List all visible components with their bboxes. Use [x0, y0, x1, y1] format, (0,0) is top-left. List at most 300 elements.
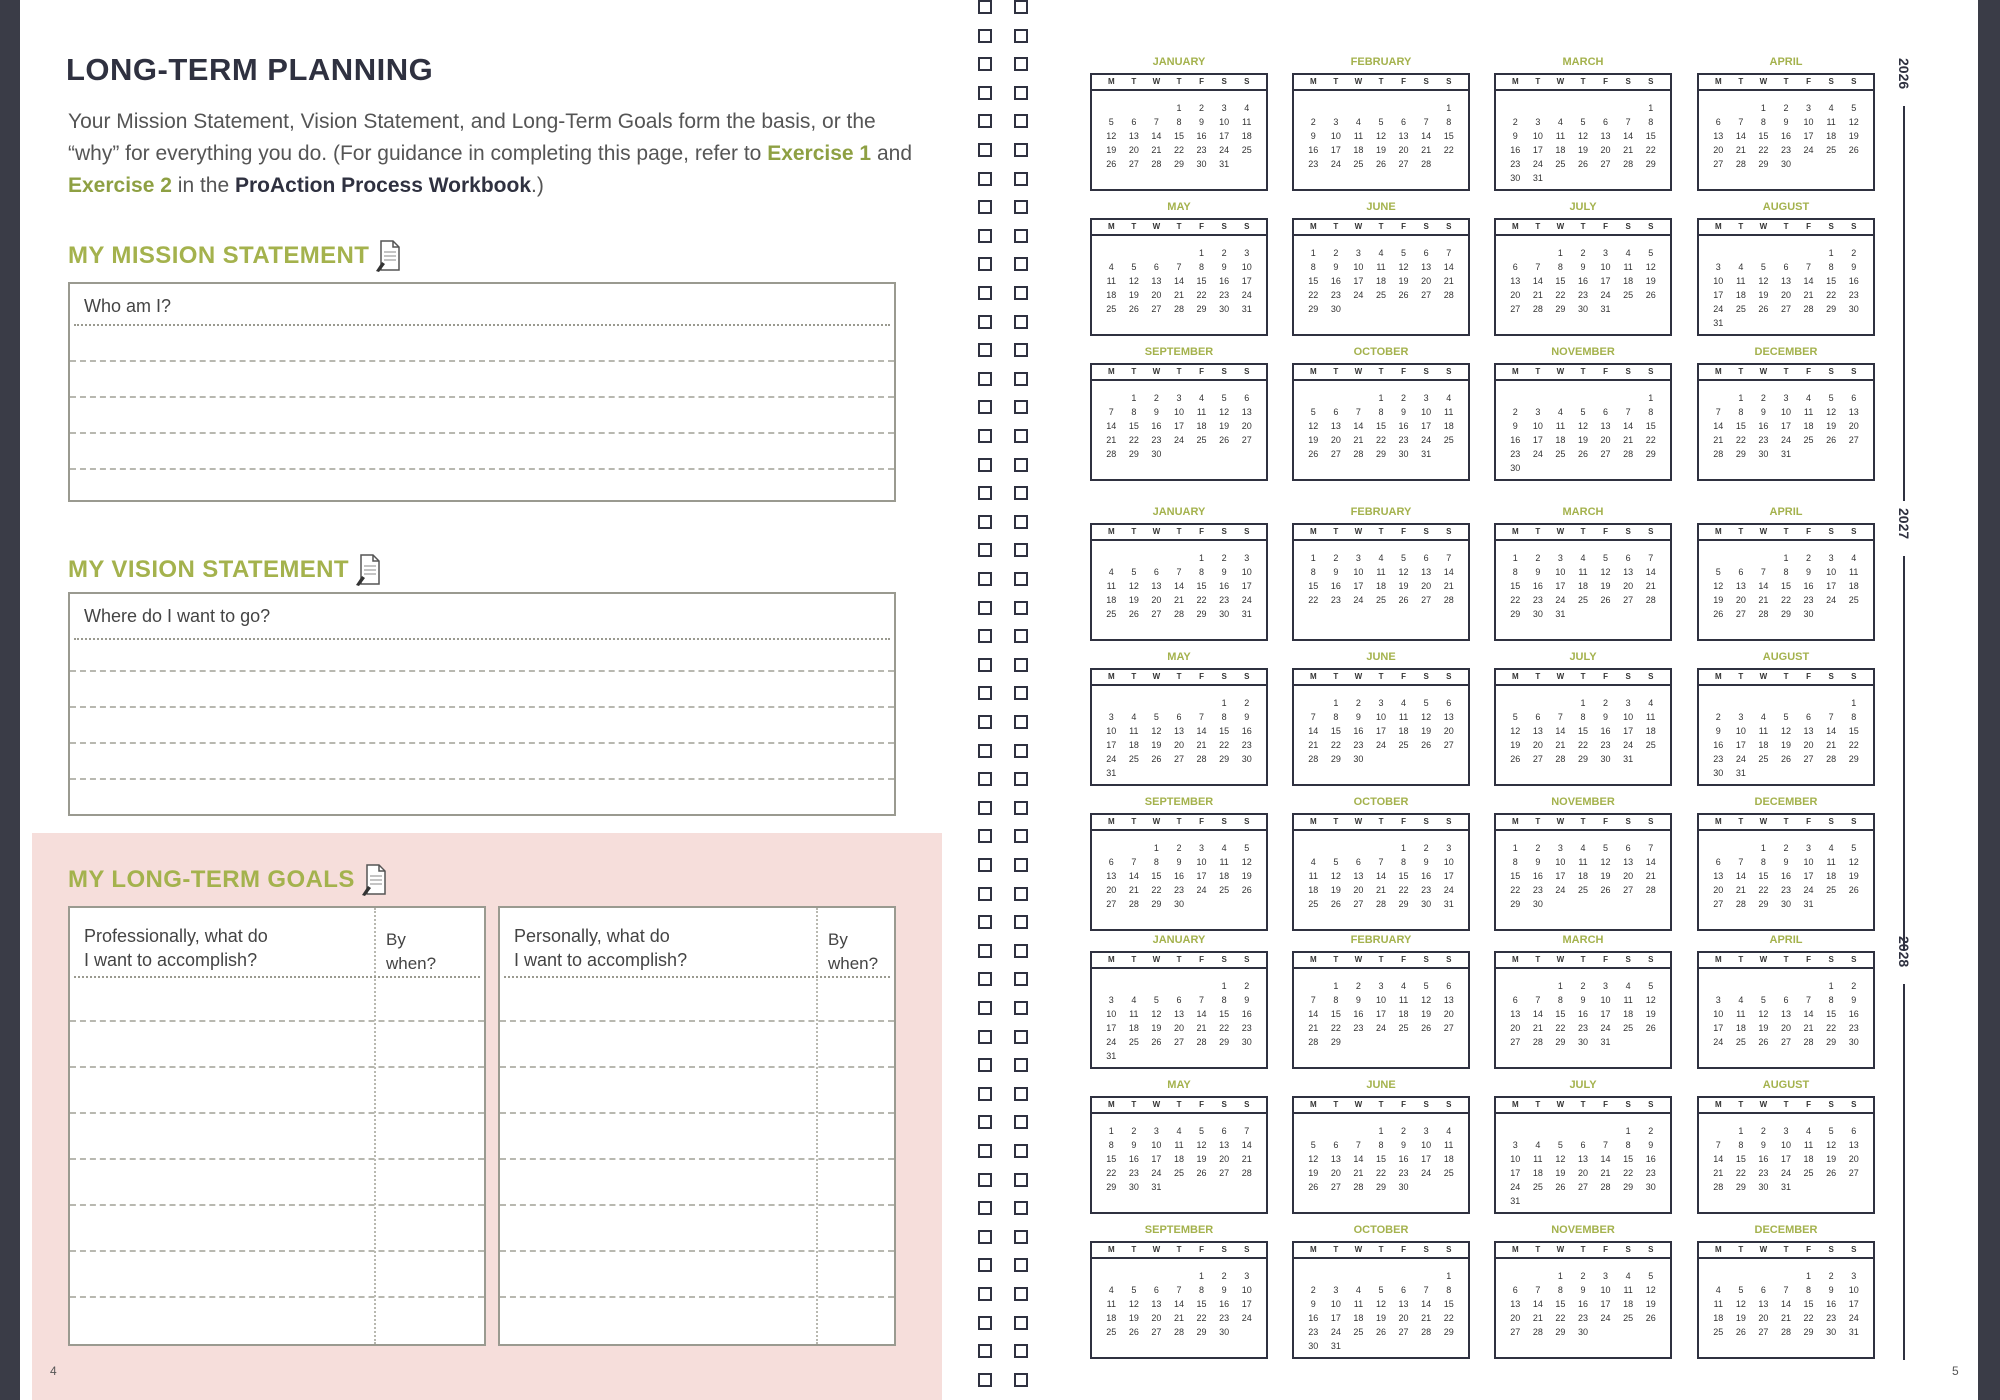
day-number: 8 [1199, 567, 1205, 577]
day-number: 2 [1131, 1126, 1137, 1136]
day-number: 15 [1196, 1299, 1207, 1309]
day-number: 17 [1780, 421, 1791, 431]
day-number: 7 [1176, 262, 1182, 272]
weekday-label: M [1309, 527, 1317, 536]
professional-goals-box[interactable] [68, 906, 486, 1346]
binding-hole [978, 887, 992, 901]
binding-hole [1014, 429, 1028, 443]
day-number: 7 [1310, 712, 1316, 722]
day-number: 4 [1828, 843, 1834, 853]
binding-hole [1014, 400, 1028, 414]
day-number: 13 [1443, 712, 1454, 722]
day-number: 9 [1221, 567, 1227, 577]
weekday-label: F [1401, 1245, 1407, 1254]
weekday-label: S [1625, 222, 1631, 231]
day-number: 16 [1219, 276, 1230, 286]
day-number: 27 [1510, 1327, 1521, 1337]
day-number: 8 [1648, 407, 1654, 417]
day-number: 10 [1780, 407, 1791, 417]
day-number: 16 [1241, 1009, 1252, 1019]
weekday-label: T [1580, 672, 1586, 681]
day-grid [1100, 841, 1258, 911]
day-number: 30 [1713, 768, 1724, 778]
day-number: 23 [1645, 1168, 1656, 1178]
day-grid [1100, 551, 1258, 621]
day-number: 17 [1241, 581, 1252, 591]
empty-day [1325, 391, 1348, 405]
day-number: 21 [1532, 1313, 1543, 1323]
weekday-label: W [1152, 77, 1161, 86]
day-number: 24 [1241, 1313, 1252, 1323]
month-calendar [1292, 668, 1470, 786]
day-number: 7 [1715, 407, 1721, 417]
empty-day [1730, 841, 1753, 855]
day-number: 5 [1648, 981, 1654, 991]
day-number: 27 [1735, 609, 1746, 619]
day-number: 10 [1151, 1140, 1162, 1150]
weekday-label: S [1828, 222, 1834, 231]
day-number: 17 [1330, 145, 1341, 155]
day-number: 1 [1108, 1126, 1114, 1136]
day-number: 11 [1129, 726, 1139, 736]
day-number: 5 [1153, 995, 1159, 1005]
day-number: 17 [1600, 1009, 1611, 1019]
vision-box[interactable] [68, 592, 896, 816]
weekday-label: W [1759, 77, 1768, 86]
empty-day [1504, 101, 1527, 115]
day-number: 6 [1401, 1285, 1407, 1295]
day-number: 26 [1645, 290, 1656, 300]
day-number: 22 [1803, 1313, 1814, 1323]
day-number: 27 [1241, 435, 1252, 445]
day-number: 19 [1151, 740, 1162, 750]
weekday-header [1699, 525, 1873, 541]
day-number: 25 [1623, 290, 1634, 300]
weekday-label: S [1244, 527, 1250, 536]
empty-day [1707, 979, 1730, 993]
day-number: 21 [1308, 1023, 1319, 1033]
day-number: 2 [1760, 1126, 1766, 1136]
day-number: 29 [1196, 304, 1207, 314]
binding-hole [978, 343, 992, 357]
day-number: 20 [1330, 1168, 1341, 1178]
weekday-label: S [1446, 527, 1452, 536]
day-number: 21 [1421, 145, 1432, 155]
weekday-label: T [1378, 1245, 1384, 1254]
empty-day [1145, 101, 1168, 115]
empty-day [1302, 1269, 1325, 1283]
day-number: 9 [1783, 857, 1789, 867]
binding-hole [1014, 801, 1028, 815]
day-number: 22 [1151, 885, 1162, 895]
empty-day [1123, 841, 1146, 855]
day-number: 10 [1196, 857, 1207, 867]
day-number: 8 [1806, 1285, 1812, 1295]
day-number: 28 [1173, 609, 1184, 619]
day-number: 31 [1848, 1327, 1859, 1337]
day-number: 11 [1444, 1140, 1454, 1150]
day-number: 12 [1128, 581, 1139, 591]
day-number: 31 [1713, 318, 1724, 328]
day-number: 18 [1555, 145, 1566, 155]
day-grid [1100, 246, 1258, 316]
day-number: 15 [1128, 421, 1139, 431]
month-calendar [1090, 668, 1268, 786]
month-name: APRIL [1769, 506, 1803, 518]
day-number: 30 [1532, 609, 1543, 619]
day-number: 20 [1330, 435, 1341, 445]
day-number: 4 [1828, 103, 1834, 113]
personal-goals-box[interactable] [498, 906, 896, 1346]
day-number: 15 [1375, 1154, 1386, 1164]
day-number: 30 [1510, 463, 1521, 473]
day-number: 17 [1421, 421, 1432, 431]
day-number: 30 [1173, 899, 1184, 909]
month-name: OCTOBER [1353, 1224, 1409, 1236]
day-number: 19 [1780, 740, 1791, 750]
weekday-label: T [1131, 1245, 1137, 1254]
day-number: 3 [1423, 1126, 1429, 1136]
binding-hole [1014, 486, 1028, 500]
day-number: 6 [1176, 995, 1182, 1005]
day-number: 27 [1623, 885, 1634, 895]
spiral-binding [978, 0, 1028, 1400]
day-number: 1 [1199, 1271, 1205, 1281]
binding-hole [1014, 172, 1028, 186]
month-calendar [1090, 523, 1268, 641]
day-number: 20 [1398, 145, 1409, 155]
weekday-label: W [1556, 222, 1565, 231]
day-number: 18 [1803, 421, 1814, 431]
day-number: 21 [1173, 1313, 1184, 1323]
day-number: 16 [1780, 871, 1791, 881]
day-number: 6 [1603, 117, 1609, 127]
day-number: 7 [1199, 995, 1205, 1005]
day-number: 13 [1173, 1009, 1184, 1019]
day-number: 21 [1106, 435, 1117, 445]
day-number: 9 [1760, 1140, 1766, 1150]
weekday-label: M [1511, 1100, 1519, 1109]
month-name: NOVEMBER [1551, 1224, 1615, 1236]
weekday-label: T [1580, 1100, 1586, 1109]
empty-day [1594, 391, 1617, 405]
day-grid [1707, 101, 1865, 171]
day-number: 6 [1715, 117, 1721, 127]
day-number: 8 [1131, 407, 1137, 417]
empty-day [1415, 101, 1438, 115]
day-number: 11 [1398, 995, 1409, 1005]
day-number: 24 [1532, 159, 1543, 169]
empty-day [1168, 246, 1191, 260]
day-number: 19 [1577, 145, 1588, 155]
day-number: 31 [1532, 173, 1543, 183]
intro-text [68, 106, 928, 202]
day-number: 5 [1131, 262, 1137, 272]
binding-hole [978, 458, 992, 472]
weekday-label: T [1176, 955, 1182, 964]
day-number: 26 [1758, 1037, 1769, 1047]
day-number: 5 [1153, 712, 1159, 722]
day-number: 25 [1623, 1313, 1634, 1323]
day-number: 26 [1421, 1023, 1432, 1033]
day-number: 11 [1106, 276, 1116, 286]
day-number: 4 [1310, 857, 1316, 867]
day-number: 12 [1645, 1285, 1656, 1295]
day-number: 27 [1713, 899, 1724, 909]
weekday-label: F [1199, 77, 1205, 86]
day-number: 31 [1803, 899, 1814, 909]
day-number: 2 [1355, 698, 1361, 708]
binding-hole [1014, 0, 1028, 14]
month-calendar [1292, 363, 1470, 481]
day-number: 23 [1308, 1327, 1319, 1337]
weekday-label: T [1131, 672, 1137, 681]
day-number: 9 [1648, 1140, 1654, 1150]
weekday-label: T [1783, 527, 1789, 536]
exercise-1-ref: Exercise 1 [767, 142, 872, 165]
day-number: 1 [1446, 1271, 1452, 1281]
weekday-label: S [1648, 1245, 1654, 1254]
month-name: JUNE [1366, 651, 1396, 663]
day-number: 1 [1378, 1126, 1384, 1136]
day-number: 8 [1199, 1285, 1205, 1295]
binding-hole [1014, 572, 1028, 586]
day-number: 10 [1219, 117, 1230, 127]
day-number: 4 [1738, 995, 1744, 1005]
binding-hole [978, 143, 992, 157]
day-number: 25 [1532, 1182, 1543, 1192]
day-number: 10 [1421, 407, 1432, 417]
day-number: 3 [1153, 1126, 1159, 1136]
weekday-label: M [1309, 955, 1317, 964]
month-name: APRIL [1769, 934, 1803, 946]
weekday-label: F [1401, 955, 1407, 964]
weekday-label: S [1851, 527, 1857, 536]
goals-heading [68, 864, 387, 896]
month-name: AUGUST [1762, 201, 1810, 213]
weekday-label: T [1176, 1245, 1182, 1254]
weekday-label: T [1176, 1100, 1182, 1109]
day-number: 8 [1760, 857, 1766, 867]
day-number: 17 [1106, 740, 1117, 750]
day-number: 18 [1713, 1313, 1724, 1323]
weekday-label: S [1244, 1100, 1250, 1109]
day-number: 7 [1648, 553, 1654, 563]
weekday-label: S [1648, 77, 1654, 86]
day-number: 15 [1219, 726, 1230, 736]
weekday-label: W [1152, 1100, 1161, 1109]
day-number: 29 [1645, 449, 1656, 459]
day-number: 21 [1196, 740, 1207, 750]
day-number: 30 [1600, 754, 1611, 764]
weekday-label: S [1221, 672, 1227, 681]
day-number: 5 [1738, 1285, 1744, 1295]
binding-hole [978, 629, 992, 643]
day-number: 8 [1828, 995, 1834, 1005]
day-number: 10 [1375, 712, 1386, 722]
weekday-label: M [1714, 955, 1722, 964]
day-number: 19 [1330, 885, 1341, 895]
day-number: 11 [1398, 712, 1409, 722]
day-number: 7 [1423, 117, 1429, 127]
empty-day [1123, 1269, 1146, 1283]
day-number: 28 [1645, 885, 1656, 895]
empty-day [1190, 696, 1213, 710]
day-number: 25 [1758, 754, 1769, 764]
day-number: 22 [1735, 435, 1746, 445]
day-number: 8 [1625, 1140, 1631, 1150]
weekday-label: S [1423, 527, 1429, 536]
day-number: 25 [1735, 1037, 1746, 1047]
day-grid [1707, 1269, 1865, 1339]
day-number: 14 [1555, 726, 1566, 736]
day-number: 23 [1421, 885, 1432, 895]
day-number: 6 [1423, 553, 1429, 563]
weekday-label: T [1783, 367, 1789, 376]
month-calendar [1090, 218, 1268, 336]
weekday-label: T [1333, 1100, 1339, 1109]
day-number: 25 [1577, 595, 1588, 605]
weekday-label: W [1759, 817, 1768, 826]
empty-day [1145, 979, 1168, 993]
weekday-label: F [1806, 222, 1812, 231]
day-number: 16 [1645, 1154, 1656, 1164]
weekday-header [1294, 670, 1468, 686]
month-name: JULY [1569, 201, 1597, 213]
day-number: 17 [1443, 871, 1454, 881]
weekday-label: T [1535, 672, 1541, 681]
intro-in-the: in the [171, 174, 235, 197]
day-number: 29 [1443, 1327, 1454, 1337]
weekday-label: S [1221, 817, 1227, 826]
day-number: 1 [1378, 393, 1384, 403]
day-number: 15 [1780, 581, 1791, 591]
day-number: 9 [1715, 726, 1721, 736]
divider [74, 976, 480, 978]
day-number: 11 [1578, 567, 1588, 577]
binding-hole [1014, 1115, 1028, 1129]
writing-line [70, 1296, 484, 1298]
day-number: 6 [1244, 393, 1250, 403]
day-number: 5 [1512, 712, 1518, 722]
weekday-label: W [1354, 367, 1363, 376]
empty-day [1572, 101, 1595, 115]
day-number: 1 [1828, 981, 1834, 991]
writing-line [70, 1250, 484, 1252]
day-number: 15 [1106, 1154, 1117, 1164]
day-number: 22 [1196, 290, 1207, 300]
day-number: 21 [1353, 1168, 1364, 1178]
day-number: 1 [1310, 248, 1316, 258]
weekday-label: F [1603, 222, 1609, 231]
day-number: 6 [1446, 981, 1452, 991]
binding-hole [1014, 1201, 1028, 1215]
weekday-label: T [1333, 672, 1339, 681]
day-number: 1 [1512, 843, 1518, 853]
empty-day [1527, 1269, 1550, 1283]
day-number: 12 [1758, 1009, 1769, 1019]
day-number: 18 [1128, 740, 1139, 750]
day-number: 13 [1623, 567, 1634, 577]
day-number: 3 [1603, 248, 1609, 258]
binding-hole [978, 686, 992, 700]
binding-hole [1014, 1087, 1028, 1101]
day-number: 3 [1603, 1271, 1609, 1281]
weekday-header [1092, 75, 1266, 91]
intro-close: .) [531, 174, 544, 197]
weekday-label: F [1199, 1100, 1205, 1109]
day-number: 12 [1196, 1140, 1207, 1150]
binding-hole [978, 1144, 992, 1158]
day-number: 17 [1532, 435, 1543, 445]
day-number: 28 [1241, 1168, 1252, 1178]
day-number: 16 [1848, 276, 1859, 286]
day-number: 20 [1758, 1313, 1769, 1323]
day-number: 24 [1600, 290, 1611, 300]
day-number: 25 [1398, 1023, 1409, 1033]
day-number: 28 [1173, 304, 1184, 314]
day-number: 20 [1780, 1023, 1791, 1033]
weekday-label: W [1556, 1100, 1565, 1109]
day-number: 6 [1851, 393, 1857, 403]
weekday-header [1294, 1243, 1468, 1259]
day-number: 29 [1510, 899, 1521, 909]
day-number: 2 [1603, 698, 1609, 708]
day-number: 31 [1421, 449, 1432, 459]
day-number: 14 [1645, 857, 1656, 867]
day-number: 28 [1623, 449, 1634, 459]
mission-box[interactable] [68, 282, 896, 502]
day-number: 10 [1173, 407, 1184, 417]
empty-day [1100, 101, 1123, 115]
month-name: SEPTEMBER [1144, 346, 1214, 358]
day-number: 21 [1623, 435, 1634, 445]
empty-day [1775, 1269, 1798, 1283]
day-number: 6 [1625, 553, 1631, 563]
weekday-label: W [1152, 527, 1161, 536]
day-number: 4 [1806, 1126, 1812, 1136]
day-number: 26 [1713, 609, 1724, 619]
empty-day [1347, 1269, 1370, 1283]
month-calendar [1494, 1096, 1672, 1214]
day-number: 24 [1780, 1168, 1791, 1178]
day-number: 3 [1333, 1285, 1339, 1295]
day-number: 5 [1783, 712, 1789, 722]
weekday-label: S [1423, 817, 1429, 826]
by-when-line: when? [386, 954, 437, 973]
day-number: 27 [1780, 1037, 1791, 1047]
day-number: 8 [1648, 117, 1654, 127]
day-number: 2 [1851, 981, 1857, 991]
binding-hole [1014, 715, 1028, 729]
day-number: 10 [1106, 1009, 1117, 1019]
day-number: 1 [1221, 698, 1227, 708]
day-number: 10 [1600, 995, 1611, 1005]
weekday-label: S [1851, 1100, 1857, 1109]
day-number: 22 [1308, 290, 1319, 300]
by-when-line: By [828, 930, 848, 949]
day-number: 9 [1828, 1285, 1834, 1295]
day-number: 6 [1806, 712, 1812, 722]
day-number: 3 [1738, 712, 1744, 722]
weekday-label: M [1309, 1100, 1317, 1109]
by-when-line: By [386, 930, 406, 949]
day-number: 13 [1600, 131, 1611, 141]
day-number: 16 [1577, 1009, 1588, 1019]
day-number: 28 [1600, 1182, 1611, 1192]
day-number: 29 [1645, 159, 1656, 169]
day-number: 11 [1106, 581, 1116, 591]
